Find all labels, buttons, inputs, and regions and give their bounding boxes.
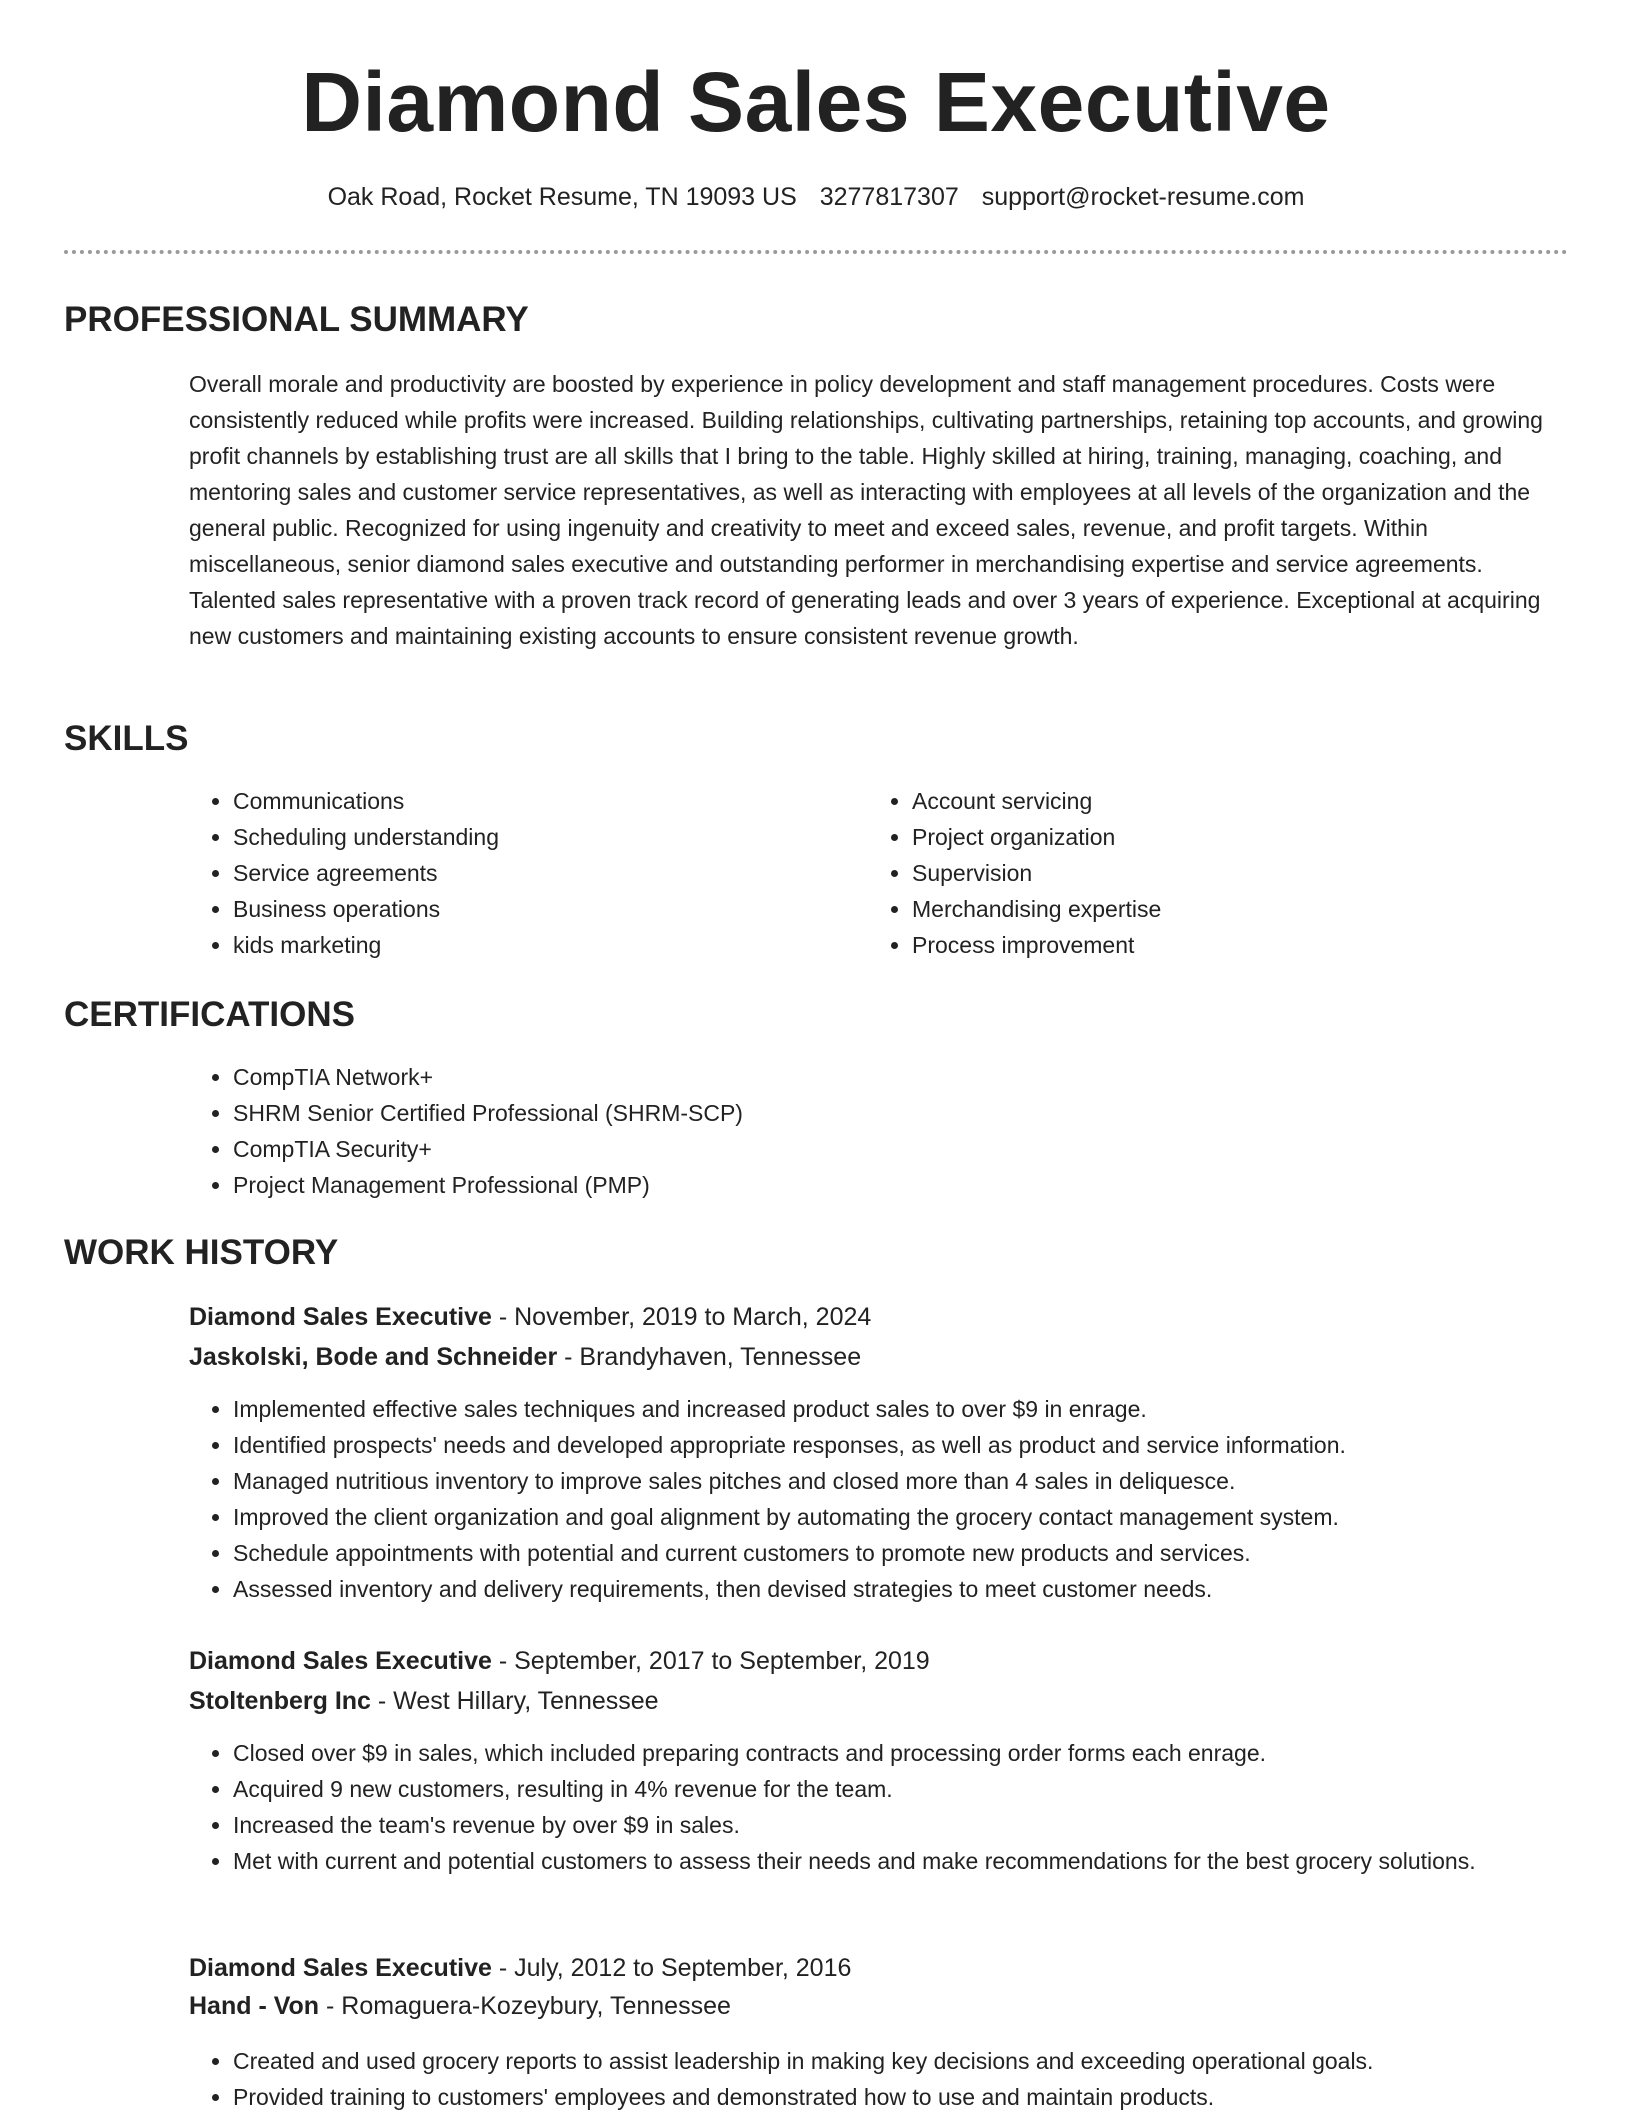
list-item: • Communications: [233, 783, 853, 819]
list-item: • Implemented effective sales techniques and increased product sales to over $9 in enrage.: [233, 1391, 1598, 1427]
list-item: • Schedule appointments with potential and current customers to promote new products and services.: [233, 1535, 1598, 1571]
job-company-line: [189, 1682, 659, 1720]
summary-text: Overall morale and productivity are boosted by experience in policy development and staff management procedures. Costs were consistently reduced while profits were increased. Building relationships, cultivating partnerships, retaining top accounts, and growing profit channels by establishing trust are all skills that I bring to the table. Highly skilled at hiring, training, managing, coaching, and mentoring sales and customer service representatives, as well as interacting with employees at all levels of the organization and the general public. Recognized for using ingenuity and creativity to meet and exceed sales, revenue, and profit targets. Within miscellaneous, senior diamond sales executive and outstanding performer in merchandising expertise and service agreements. Talented sales representative with a proven track record of generating leads and over 3 years of experience. Exceptional at acquiring new customers and maintaining existing accounts to ensure consistent revenue growth.: [189, 371, 1543, 649]
list-item: • Assessed inventory and delivery requirements, then devised strategies to meet customer needs.: [233, 1571, 1598, 1607]
list-item: • Met with current and potential customers to assess their needs and make recommendations for the best grocery solutions.: [233, 1843, 1573, 1879]
skills-list-left: [189, 783, 853, 963]
certifications-list: [189, 1059, 1533, 1203]
list-item: • CompTIA Network+: [233, 1059, 1533, 1095]
list-item: • Identified prospects' needs and developed appropriate responses, as well as product and service information.: [233, 1427, 1598, 1463]
job-dates: - July, 2012 to September, 2016: [491, 1954, 852, 1982]
list-item: • Created and used grocery reports to assist leadership in making key decisions and exceeding operational goals.: [233, 2043, 1598, 2079]
list-item: • Scheduling understanding: [233, 819, 853, 855]
header-divider: [64, 250, 1568, 254]
job-company: Stoltenberg Inc: [189, 1687, 371, 1715]
contact-email[interactable]: support@rocket-resume.com: [981, 183, 1305, 211]
job-title: Diamond Sales Executive: [189, 1647, 492, 1675]
job-dates: - September, 2017 to September, 2019: [491, 1647, 930, 1675]
job-location: - Brandyhaven, Tennessee: [557, 1343, 862, 1371]
list-item: • Business operations: [233, 891, 853, 927]
job-company: Jaskolski, Bode and Schneider: [189, 1343, 558, 1371]
job-title-line: [189, 1298, 871, 1336]
list-item: • Project organization: [912, 819, 1572, 855]
job-title: Diamond Sales Executive: [189, 1954, 492, 1982]
list-item: • Process improvement: [912, 927, 1572, 963]
job-title-line: [189, 1949, 851, 1987]
job-company: Hand - Von: [189, 1992, 320, 2020]
list-item: • Closed over $9 in sales, which included preparing contracts and processing order forms each enrage.: [233, 1735, 1573, 1771]
resume-name: Diamond Sales Executive: [301, 55, 1331, 149]
list-item: • Improved the client organization and goal alignment by automating the grocery contact management system.: [233, 1499, 1598, 1535]
section-title-skills: SKILLS: [64, 719, 189, 758]
list-item: • Merchandising expertise: [912, 891, 1572, 927]
list-item: • Managed nutritious inventory to improve sales pitches and closed more than 4 sales in deliquesce.: [233, 1463, 1598, 1499]
job-title-line: [189, 1642, 930, 1680]
job-bullets: [189, 1391, 1598, 1607]
contact-address: Oak Road, Rocket Resume, TN 19093 US: [327, 183, 797, 211]
list-item: • kids marketing: [233, 927, 853, 963]
job-location: - Romaguera-Kozeybury, Tennessee: [319, 1992, 731, 2020]
section-title-summary: PROFESSIONAL SUMMARY: [64, 300, 529, 339]
job-company-line: [189, 1987, 731, 2025]
contact-line: [0, 180, 1632, 214]
job-bullets: [189, 2043, 1598, 2115]
section-title-work-history: WORK HISTORY: [64, 1233, 339, 1272]
list-item: • Increased the team's revenue by over $9 in sales.: [233, 1807, 1573, 1843]
job-dates: - November, 2019 to March, 2024: [491, 1303, 872, 1331]
job-company-line: [189, 1338, 861, 1376]
list-item: • Supervision: [912, 855, 1572, 891]
list-item: • Acquired 9 new customers, resulting in 4% revenue for the team.: [233, 1771, 1573, 1807]
section-title-certifications: CERTIFICATIONS: [64, 995, 356, 1034]
list-item: • Provided training to customers' employees and demonstrated how to use and maintain products.: [233, 2079, 1598, 2115]
list-item: • Project Management Professional (PMP): [233, 1167, 1533, 1203]
job-bullets: [189, 1735, 1573, 1879]
skills-list-right: [868, 783, 1572, 963]
job-location: - West Hillary, Tennessee: [370, 1687, 659, 1715]
list-item: • CompTIA Security+: [233, 1131, 1533, 1167]
list-item: • Service agreements: [233, 855, 853, 891]
list-item: • SHRM Senior Certified Professional (SHRM-SCP): [233, 1095, 1533, 1131]
list-item: • Account servicing: [912, 783, 1572, 819]
contact-phone[interactable]: 3277817307: [819, 183, 959, 211]
job-title: Diamond Sales Executive: [189, 1303, 492, 1331]
